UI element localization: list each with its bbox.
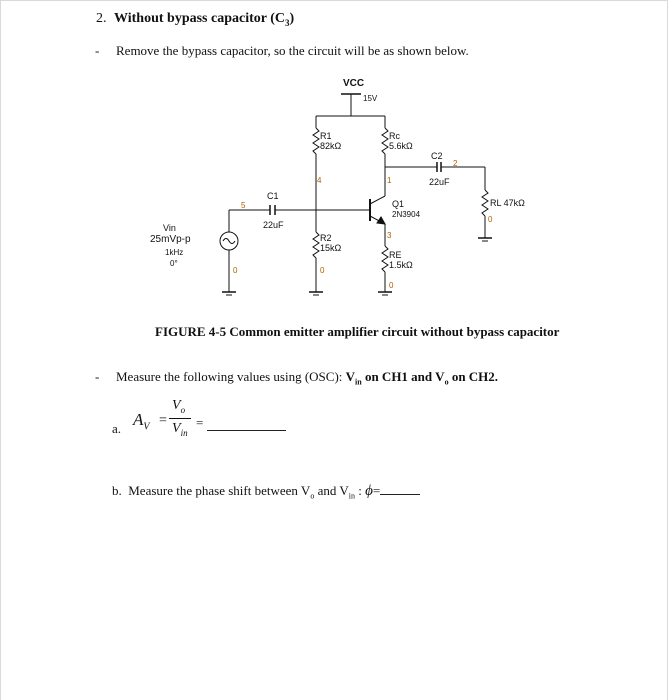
bullet-text-2: Measure the following values using (OSC): $V_{in}$ on CH1 and $V_o$ on CH2. [116, 369, 499, 387]
gain-symbol: $A_V$ [133, 410, 150, 433]
item-b-text: b. Measure the phase shift between $V_o$ and $V_{in}$ : ϕ= [112, 483, 420, 501]
gain-denominator: $V_{in}$ [172, 421, 188, 438]
r1-label: R1 82kΩ [320, 131, 342, 151]
node-label-0-re: 0 [389, 281, 394, 290]
section-number: 2. [96, 11, 107, 26]
vin-phase: 0° [170, 259, 178, 268]
node-label-4: 4 [317, 176, 322, 185]
r2-label: R2 15kΩ [320, 233, 342, 253]
node-label-0-rl: 0 [488, 215, 493, 224]
bullet-marker-1: - [95, 43, 100, 58]
c1-value: 22uF [263, 220, 284, 230]
vin-name: Vin [163, 223, 176, 233]
node-label-0-source: 0 [233, 266, 238, 275]
item-a-label: a. [112, 421, 122, 436]
rc-label: Rc 5.6kΩ [389, 131, 413, 151]
figure-caption: FIGURE 4-5 Common emitter amplifier circuit without bypass capacitor [155, 324, 560, 339]
bullet-text-1: Remove the bypass capacitor, so the circuit will be as shown below. [116, 43, 469, 58]
bullet-marker-2: - [95, 369, 100, 384]
gain-equals: = [159, 413, 167, 428]
vcc-label: VCC [343, 78, 365, 89]
q1-name: Q1 [392, 199, 405, 209]
gain-numerator: $V_o$ [172, 398, 186, 415]
c1-name: C1 [267, 191, 279, 201]
node-label-2: 2 [453, 159, 458, 168]
node-label-1: 1 [387, 176, 392, 185]
node-label-3: 3 [387, 231, 392, 240]
q1-model: 2N3904 [392, 210, 421, 219]
vin-amplitude: 25mVp-p [150, 234, 191, 245]
section-title: Without bypass capacitor $(C_3)$ [114, 11, 295, 28]
c2-name: C2 [431, 151, 443, 161]
fraction-bar [169, 418, 191, 419]
node-label-5: 5 [241, 201, 246, 210]
gain-equals-2: = [196, 415, 204, 430]
node-label-0-r2: 0 [320, 266, 325, 275]
re-label: RE 1.5kΩ [389, 250, 413, 270]
c2-value: 22uF [429, 177, 450, 187]
phase-answer-blank[interactable] [380, 494, 420, 495]
vin-frequency: 1kHz [165, 248, 184, 257]
vcc-value: 15V [363, 94, 378, 103]
rl-label: RL 47kΩ [490, 198, 525, 208]
gain-answer-blank[interactable] [207, 430, 286, 431]
